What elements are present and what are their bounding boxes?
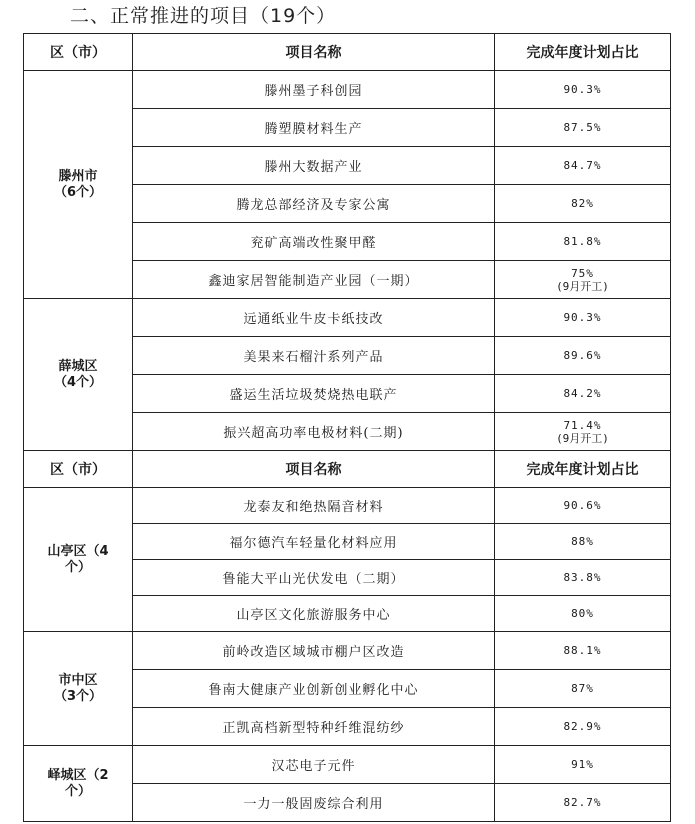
project-name-cell: 腾龙总部经济及专家公寓 [133,185,495,223]
project-name-cell: 龙泰友和绝热隔音材料 [133,488,495,524]
region-cell [24,632,133,746]
completion-ratio-cell [495,784,671,822]
project-name-cell: 美果来石榴汁系列产品 [133,337,495,375]
region-label: 山亭区（4 [47,543,109,559]
completion-ratio-value: 90.3% [563,311,602,324]
completion-ratio-cell [495,337,671,375]
region-cell [24,746,133,822]
project-name-cell: 鑫迪家居智能制造产业园（一期） [133,261,495,299]
completion-ratio-cell [495,147,671,185]
completion-ratio-cell [495,708,671,746]
completion-ratio-cell [495,223,671,261]
completion-ratio-value: 71.4% [563,418,602,432]
region-cell [24,488,133,632]
header-completion-ratio: 完成年度计划占比 [495,34,671,71]
completion-ratio-value: 82.9% [563,720,602,733]
project-name-cell: 福尔德汽车轻量化材料应用 [133,524,495,560]
start-note: (9月开工) [556,279,609,293]
project-name-cell: 前岭改造区域城市棚户区改造 [133,632,495,670]
region-label: 滕州市 [58,168,98,184]
project-name-cell: 腾塑膜材料生产 [133,109,495,147]
project-name-cell: 一力一般固废综合利用 [133,784,495,822]
table-row [24,71,671,109]
section-heading: 二、正常推进的项目（19个） [70,5,337,27]
region-cell [24,299,133,451]
project-name-cell: 兖矿高端改性聚甲醛 [133,223,495,261]
completion-ratio-value: 87.5% [563,121,602,134]
project-name-cell: 滕州墨子科创园 [133,71,495,109]
table-row [24,488,671,524]
project-name-cell: 滕州大数据产业 [133,147,495,185]
header-region: 区（市） [24,451,133,488]
completion-ratio-value: 89.6% [563,349,602,362]
completion-ratio-value: 83.8% [563,571,602,584]
completion-ratio-value: 82% [571,197,594,210]
completion-ratio-cell [495,299,671,337]
region-label: （4个） [53,374,103,390]
completion-ratio-value: 84.7% [563,159,602,172]
region-cell [24,71,133,299]
header-row [24,451,671,488]
completion-ratio-cell [495,632,671,670]
completion-ratio-cell [495,375,671,413]
header-completion-ratio: 完成年度计划占比 [495,451,671,488]
region-label: （6个） [53,184,103,200]
project-name-cell: 鲁能大平山光伏发电（二期） [133,560,495,596]
completion-ratio-cell [495,746,671,784]
project-name-cell: 鲁南大健康产业创新创业孵化中心 [133,670,495,708]
project-name-cell: 振兴超高功率电极材料(二期) [133,413,495,451]
completion-ratio-value: 84.2% [563,387,602,400]
region-label: 市中区 [58,672,98,688]
region-label: 个） [64,783,91,799]
completion-ratio-value: 88.1% [563,644,602,657]
completion-ratio-value: 88% [571,535,594,548]
table-row [24,299,671,337]
projects-table [23,33,671,822]
completion-ratio-value: 82.7% [563,796,602,809]
completion-ratio-cell [495,413,671,451]
project-name-cell: 汉芯电子元件 [133,746,495,784]
region-label: 薛城区 [58,358,98,374]
completion-ratio-cell [495,524,671,560]
start-note: (9月开工) [556,431,609,445]
header-row [24,34,671,71]
completion-ratio-value: 80% [571,607,594,620]
project-name-cell: 正凯高档新型特种纤维混纺纱 [133,708,495,746]
completion-ratio-cell [495,596,671,632]
region-label: （3个） [53,688,103,704]
completion-ratio-cell [495,71,671,109]
completion-ratio-value: 91% [571,758,594,771]
header-project-name: 项目名称 [133,34,495,71]
projects-table-body [24,34,671,822]
project-name-cell: 盛运生活垃圾焚烧热电联产 [133,375,495,413]
region-label: 个） [64,559,91,575]
region-label: 峄城区（2 [47,767,109,783]
completion-ratio-cell [495,261,671,299]
completion-ratio-cell [495,185,671,223]
completion-ratio-value: 87% [571,682,594,695]
completion-ratio-value: 90.6% [563,499,602,512]
completion-ratio-cell [495,670,671,708]
completion-ratio-cell [495,109,671,147]
project-name-cell: 山亭区文化旅游服务中心 [133,596,495,632]
table-row [24,746,671,784]
completion-ratio-value: 75% [571,266,594,280]
completion-ratio-cell [495,488,671,524]
completion-ratio-value: 90.3% [563,83,602,96]
completion-ratio-cell [495,560,671,596]
header-project-name: 项目名称 [133,451,495,488]
header-region: 区（市） [24,34,133,71]
project-name-cell: 远通纸业牛皮卡纸技改 [133,299,495,337]
completion-ratio-value: 81.8% [563,235,602,248]
table-row [24,632,671,670]
